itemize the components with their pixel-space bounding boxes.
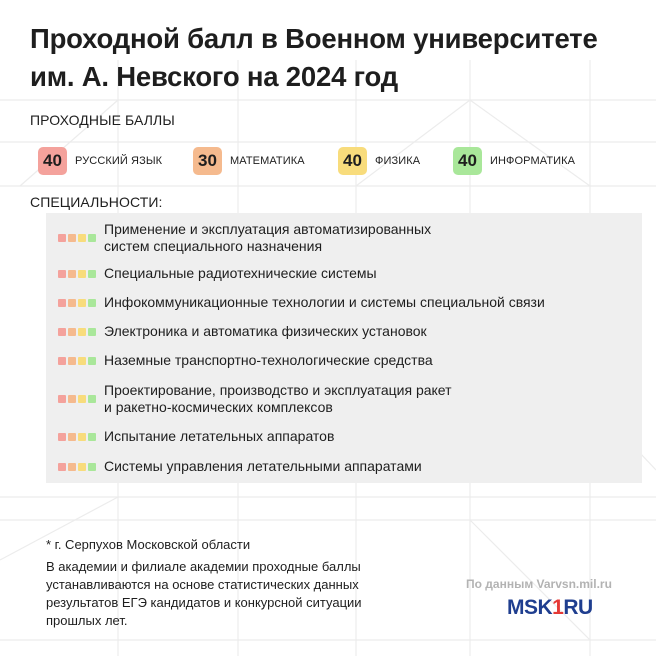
list-item — [58, 352, 618, 369]
specialty-name: Системы управления летательными аппаратами — [104, 458, 422, 474]
list-item — [58, 294, 618, 311]
specialties-label: СПЕЦИАЛЬНОСТИ: — [30, 194, 163, 210]
score-subject-label: МАТЕМАТИКА — [230, 155, 305, 167]
specialty-name: Проектирование, производство и эксплуатация ракет и ракетно-космических комплексов — [104, 382, 452, 415]
msk1-logo: MSK 1 RU — [507, 596, 593, 619]
subject-dots-icon — [58, 299, 98, 307]
list-item — [58, 458, 618, 475]
list-item — [58, 265, 618, 282]
scores-label: ПРОХОДНЫЕ БАЛЛЫ — [30, 112, 175, 128]
score-informatics — [453, 146, 575, 176]
score-subject-label: РУССКИЙ ЯЗЫК — [75, 155, 163, 167]
specialty-name: Инфокоммуникационные технологии и системы специальной связи — [104, 294, 545, 310]
score-physics — [338, 146, 420, 176]
specialty-name: Применение и эксплуатация автоматизированных систем специального назначения — [104, 221, 432, 254]
score-subject-label: ФИЗИКА — [375, 155, 421, 167]
footnote: * г. Серпухов Московской области — [46, 537, 251, 552]
list-item — [58, 428, 618, 445]
specialty-name: Испытание летательных аппаратов — [104, 428, 335, 444]
list-item — [58, 323, 618, 340]
score-value-box: 40 — [38, 147, 67, 175]
list-item — [58, 382, 618, 416]
score-math — [193, 146, 305, 176]
source-text: По данным Varvsn.mil.ru — [466, 577, 612, 591]
subject-dots-icon — [58, 357, 98, 365]
subject-dots-icon — [58, 433, 98, 441]
score-russian — [38, 146, 162, 176]
subject-dots-icon — [58, 270, 98, 278]
subject-dots-icon — [58, 395, 98, 403]
score-subject-label: ИНФОРМАТИКА — [490, 155, 576, 167]
score-value-box: 40 — [338, 147, 367, 175]
score-value-box: 30 — [193, 147, 222, 175]
subject-dots-icon — [58, 234, 98, 242]
note-text: В академии и филиале академии проходные баллы устанавливаются на основе статистических данных результатов ЕГЭ кандидатов и конкурсной ситуации прошлых лет. — [46, 559, 362, 628]
specialty-name: Специальные радиотехнические системы — [104, 265, 377, 281]
specialty-name: Электроника и автоматика физических установок — [104, 323, 427, 339]
specialty-name: Наземные транспортно-технологические средства — [104, 352, 433, 368]
page-title: Проходной балл в Военном университете им. А. Невского на 2024 год — [30, 23, 598, 92]
subject-dots-icon — [58, 328, 98, 336]
score-value-box: 40 — [453, 147, 482, 175]
subject-dots-icon — [58, 463, 98, 471]
list-item — [58, 221, 618, 255]
